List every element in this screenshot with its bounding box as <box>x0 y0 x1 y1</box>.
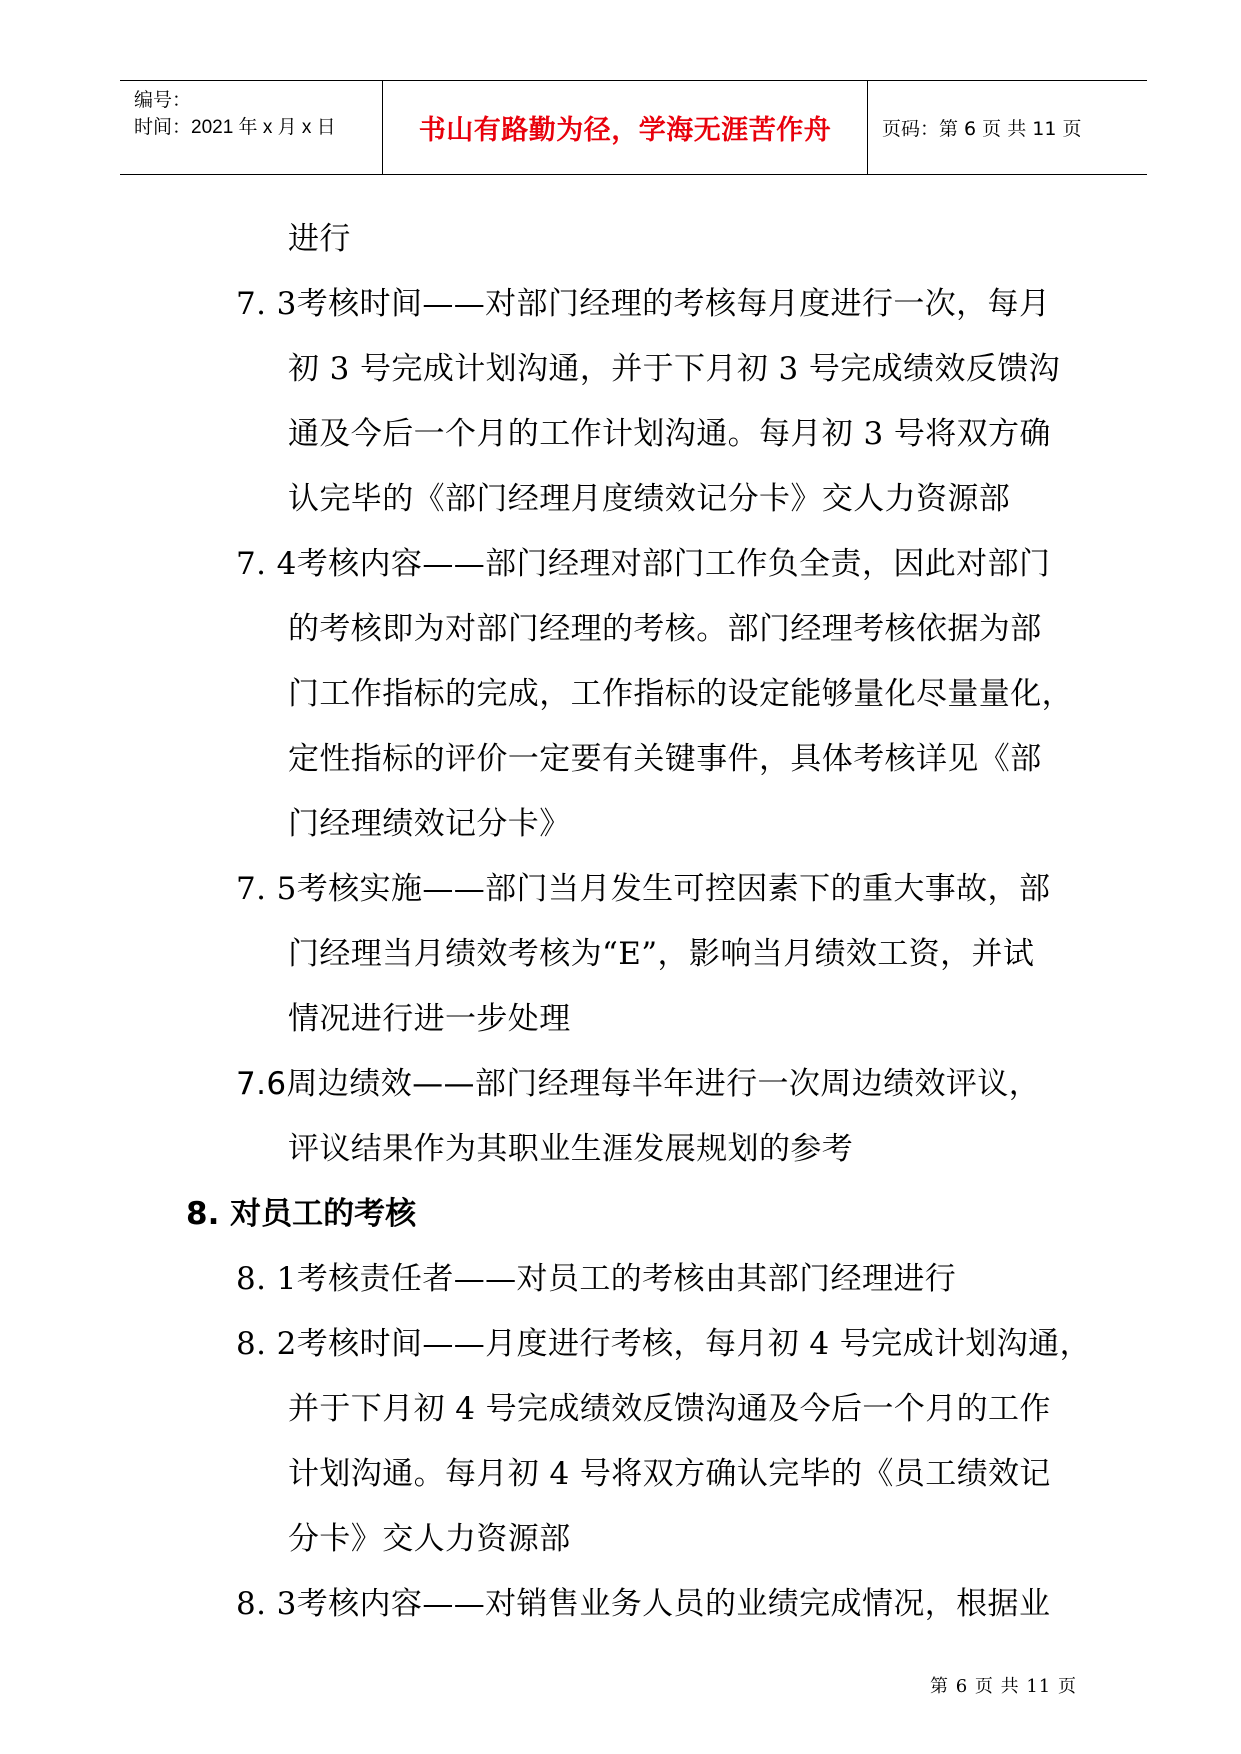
body-line: 7.6周边绩效——部门经理每半年进行一次周边绩效评议， <box>236 1066 1041 1102</box>
body-line: 门经理当月绩效考核为“E”，影响当月绩效工资，并试 <box>288 936 1035 972</box>
serial-label: 编号： <box>134 90 192 111</box>
body-line: 通及今后一个月的工作计划沟通。每月初 3 号将双方确 <box>288 416 1051 452</box>
body-line: 评议结果作为其职业生涯发展规划的参考 <box>288 1131 854 1167</box>
body-line: 计划沟通。每月初 4 号将双方确认完毕的《员工绩效记 <box>288 1456 1051 1492</box>
body-line: 的考核即为对部门经理的考核。部门经理考核依据为部 <box>288 611 1042 647</box>
body-line: 认完毕的《部门经理月度绩效记分卡》交人力资源部 <box>288 481 1011 517</box>
body-line: 并于下月初 4 号完成绩效反馈沟通及今后一个月的工作 <box>288 1391 1051 1427</box>
header-page-info: 页码：第 6 页 共 11 页 <box>882 118 1082 140</box>
body-line: 定性指标的评价一定要有关键事件，具体考核详见《部 <box>288 741 1042 777</box>
body-line: 门工作指标的完成，工作指标的设定能够量化尽量量化， <box>288 676 1073 712</box>
body-line: 情况进行进一步处理 <box>288 1001 571 1037</box>
header-left-cell <box>120 81 383 174</box>
body-line: 初 3 号完成计划沟通，并于下月初 3 号完成绩效反馈沟 <box>288 351 1061 387</box>
body-line: 8. 1考核责任者——对员工的考核由其部门经理进行 <box>236 1261 957 1297</box>
body-line: 7. 4考核内容——部门经理对部门工作负全责，因此对部门 <box>236 546 1051 582</box>
body-line: 分卡》交人力资源部 <box>288 1521 571 1557</box>
body-line: 8. 3考核内容——对销售业务人员的业绩完成情况，根据业 <box>236 1586 1051 1622</box>
body-line: 7. 5考核实施——部门当月发生可控因素下的重大事故，部 <box>236 871 1051 907</box>
body-line: 8. 2考核时间——月度进行考核，每月初 4 号完成计划沟通， <box>236 1326 1091 1362</box>
header-motto: 书山有路勤为径，学海无涯苦作舟 <box>383 81 868 174</box>
body-line: 门经理绩效记分卡》 <box>288 806 571 842</box>
section-heading: 8. 对员工的考核 <box>186 1196 417 1232</box>
time-label: 时间：2021 年 x 月 x 日 <box>134 117 336 138</box>
page-header <box>120 80 1147 175</box>
body-line: 7. 3考核时间——对部门经理的考核每月度进行一次，每月 <box>236 286 1051 322</box>
page-footer: 第 6 页 共 11 页 <box>930 1676 1077 1697</box>
body-line: 进行 <box>288 221 351 257</box>
